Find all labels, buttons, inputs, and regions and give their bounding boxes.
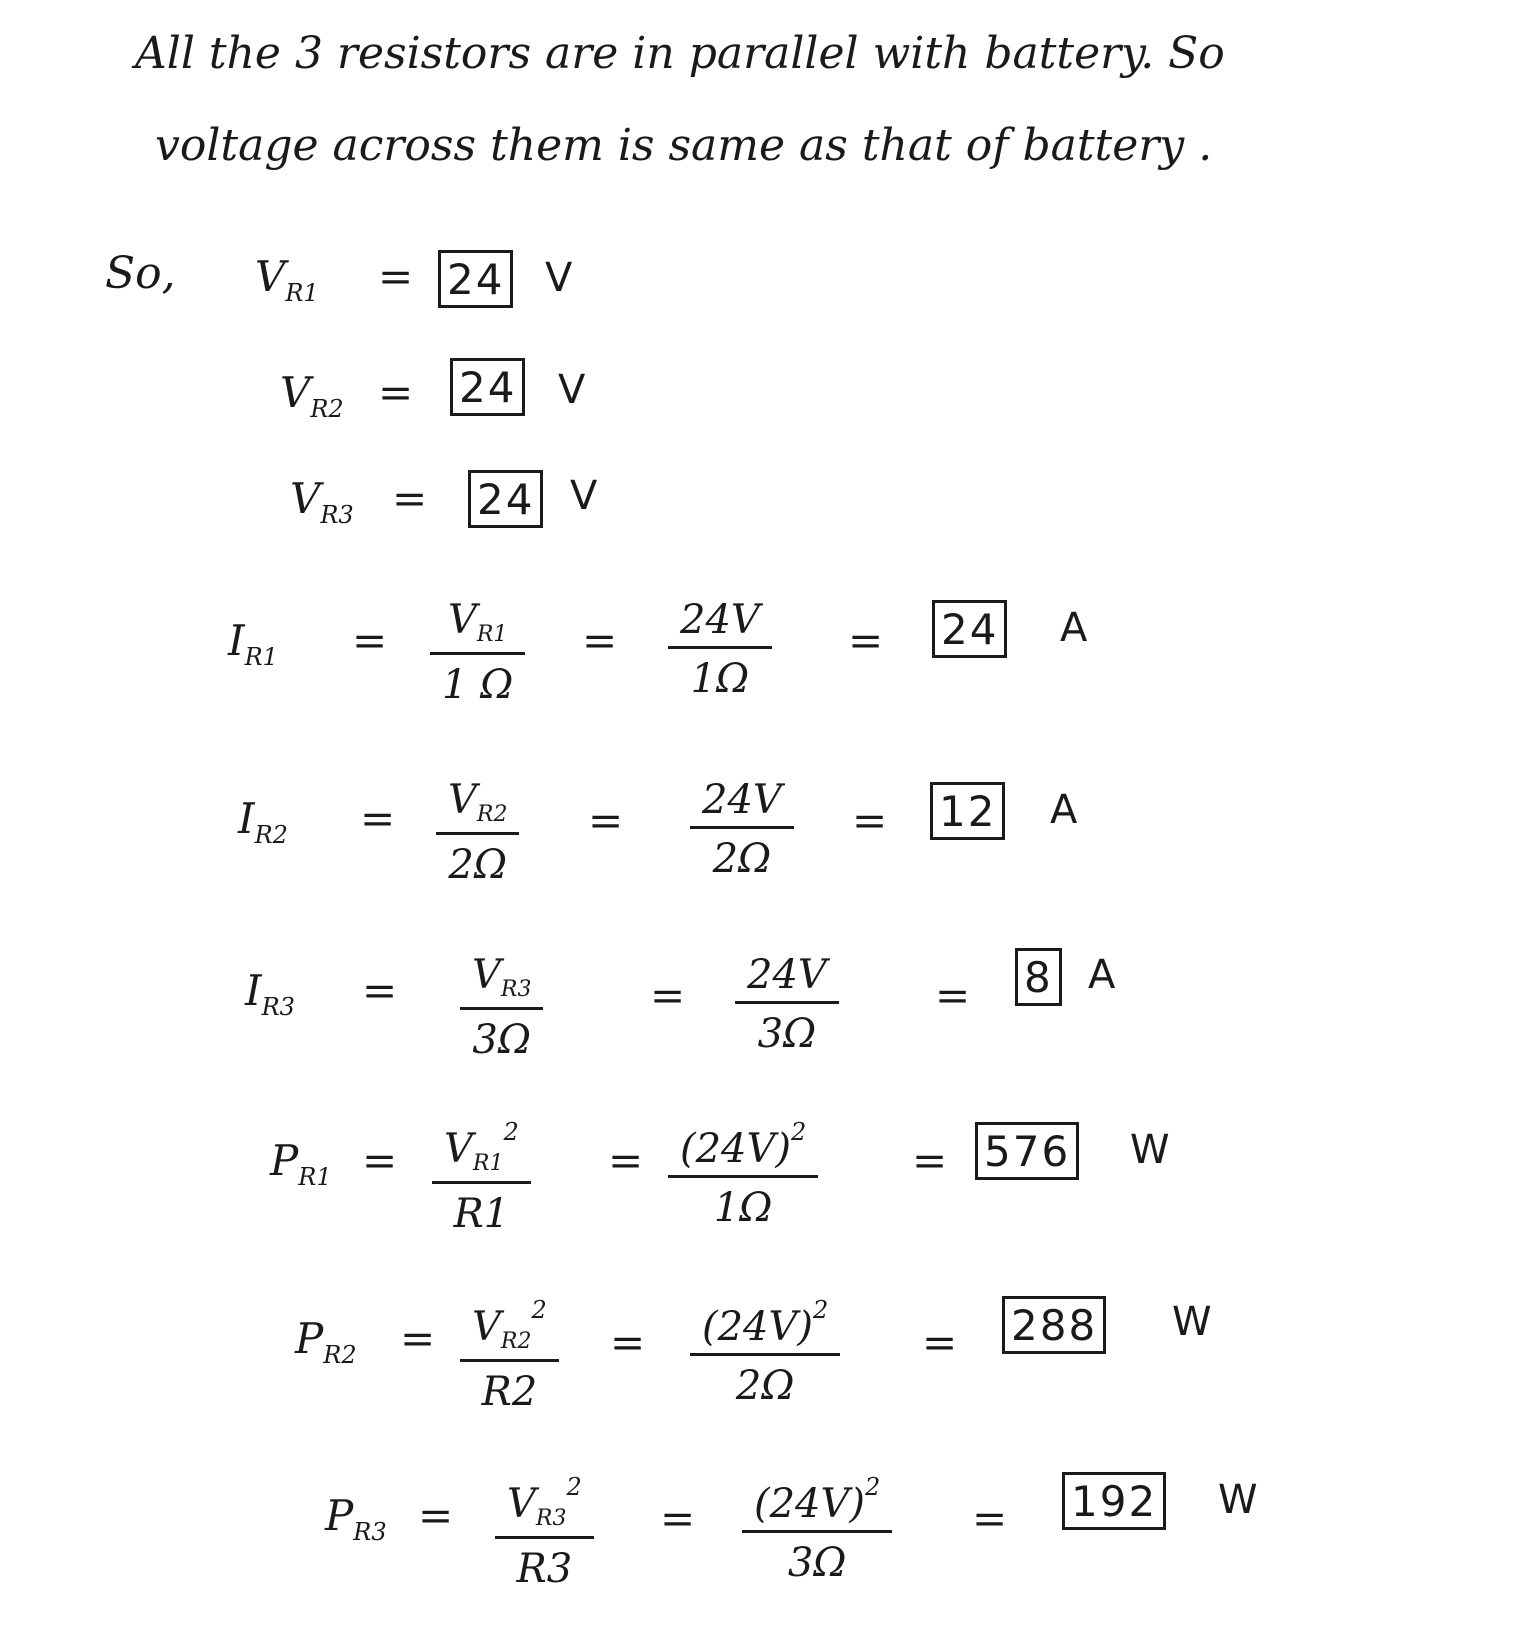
current-r2-equals-1: = [360,794,396,843]
power-r3-equals-3: = [972,1494,1008,1543]
intro-line-2: voltage across them is same as that of battery . [155,120,1213,171]
power-r1-value: 576 [975,1122,1079,1180]
current-r3-symbol: $I_{R3}$ [245,966,295,1021]
voltage-r3-equals: = [392,474,428,523]
voltage-r2-value: 24 [450,358,525,416]
current-r1-unit: A [1060,605,1088,651]
current-r2-equals-3: = [852,796,888,845]
power-r3-unit: W [1218,1477,1258,1523]
voltage-r1-symbol: $V_{R1}$ [255,252,319,307]
current-r1-symbol: $I_{R1}$ [228,616,278,671]
voltage-r1-equals: = [378,252,414,301]
power-r1-symbol: $P_{R1}$ [270,1136,332,1191]
current-r3-equals-1: = [362,966,398,1015]
current-r1-equals-1: = [352,616,388,665]
current-r2-equals-2: = [588,796,624,845]
power-r2-unit: W [1172,1299,1212,1345]
voltage-r2-symbol: $V_{R2}$ [280,368,344,423]
power-r1-equals-3: = [912,1136,948,1185]
current-r3-fraction-1: $\frac{V_{R3}}{3\Omega}$ [460,955,543,1060]
power-r2-equals-2: = [610,1318,646,1367]
power-r2-equals-1: = [400,1314,436,1363]
power-r3-equals-2: = [660,1494,696,1543]
so-label: So, [105,248,176,299]
power-r1-fraction-1: $\frac{V_{R1}^2}{R1}$ [432,1120,531,1234]
current-r1-equals-2: = [582,616,618,665]
power-r2-symbol: $P_{R2}$ [295,1314,357,1369]
power-r3-fraction-2: $\frac{(24V)^2}{3\Omega}$ [742,1475,892,1583]
power-r1-equals-2: = [608,1136,644,1185]
current-r1-value: 24 [932,600,1007,658]
power-r3-value: 192 [1062,1472,1166,1530]
current-r3-equals-2: = [650,971,686,1020]
voltage-r2-unit: V [558,367,586,413]
current-r2-fraction-1: $\frac{V_{R2}}{2\Omega}$ [436,780,519,885]
power-r2-fraction-1: $\frac{V_{R2}^2}{R2}$ [460,1298,559,1412]
current-r1-fraction-2: $\frac{24V}{1\Omega}$ [668,600,772,699]
current-r3-unit: A [1088,952,1116,998]
current-r3-value: 8 [1015,948,1062,1006]
current-r3-fraction-2: $\frac{24V}{3\Omega}$ [735,955,839,1054]
current-r3-equals-3: = [935,971,971,1020]
intro-line-1: All the 3 resistors are in parallel with battery. So [135,28,1225,79]
voltage-r3-value: 24 [468,470,543,528]
voltage-r2-equals: = [378,368,414,417]
current-r2-value: 12 [930,782,1005,840]
current-r2-fraction-2: $\frac{24V}{2\Omega}$ [690,780,794,879]
power-r2-value: 288 [1002,1296,1106,1354]
power-r1-unit: W [1130,1127,1170,1173]
power-r2-equals-3: = [922,1318,958,1367]
voltage-r3-unit: V [570,473,598,519]
current-r2-unit: A [1050,787,1078,833]
voltage-r1-value: 24 [438,250,513,308]
current-r1-equals-3: = [848,616,884,665]
voltage-r1-unit: V [545,255,573,301]
voltage-r3-symbol: $V_{R3}$ [290,474,354,529]
power-r1-equals-1: = [362,1136,398,1185]
power-r3-symbol: $P_{R3}$ [325,1491,387,1546]
power-r2-fraction-2: $\frac{(24V)^2}{2\Omega}$ [690,1298,840,1406]
power-r3-fraction-1: $\frac{V_{R3}^2}{R3}$ [495,1475,594,1589]
power-r3-equals-1: = [418,1491,454,1540]
current-r2-symbol: $I_{R2}$ [238,794,288,849]
power-r1-fraction-2: $\frac{(24V)^2}{1\Omega}$ [668,1120,818,1228]
current-r1-fraction-1: $\frac{V_{R1}}{1 \Omega}$ [430,600,525,705]
